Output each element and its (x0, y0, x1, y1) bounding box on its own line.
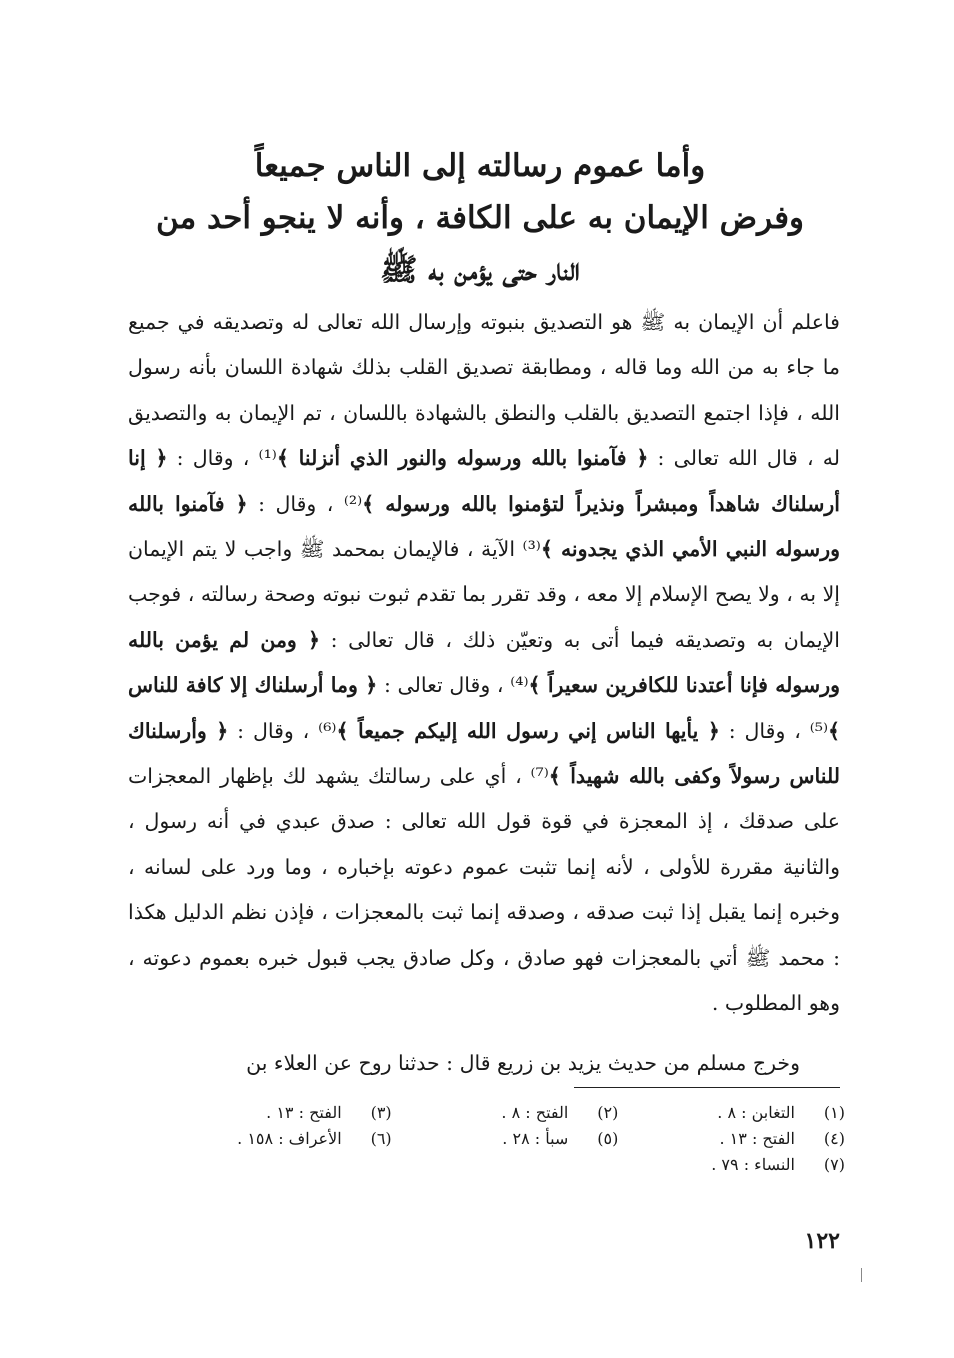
footnote-text: النساء : ٧٩ . (711, 1155, 795, 1174)
footnote-text: سبأ : ٢٨ . (502, 1129, 569, 1148)
footnote-number: (٦) (370, 1129, 392, 1148)
paragraph-1 (128, 300, 840, 1027)
footnote-3 (165, 1100, 392, 1126)
text-run: ⁽²⁾ ، وقال : (247, 491, 363, 516)
footnote-row (165, 1100, 845, 1126)
text-run: ⁽¹⁾ ، وقال : (167, 446, 277, 471)
margin-mark (861, 1268, 862, 1282)
heading-line-2: وفرض الإيمان به على الكافة ، وأنه لا ينجو أحد من (155, 200, 805, 236)
text-run: ⁽⁵⁾ ، وقال : (719, 718, 829, 743)
footnote-1 (618, 1100, 845, 1126)
text-run: فاعلم أن الإيمان به ﷺ هو التصديق بنبوته وإرسال الله تعالى له وتصديقه في جميع ما جاء به من الله وما قاله ، ومطابقة تصديق القلب بذلك شهادة اللسان بأنه رسول الله ، فإذا اجتمع التصديق بالقلب والنطق بالشهادة باللسان ، تم الإيمان به والتصديق له ، قال الله تعالى : (128, 310, 841, 471)
footnote-number: (٣) (370, 1103, 392, 1122)
footnote-divider (574, 1087, 840, 1088)
footnote-4 (618, 1126, 845, 1152)
quran-quote: ﴿ وأرسلناك للناس رسولاً وكفى بالله شهيداً ﴾ (128, 718, 840, 789)
footnote-number: (٢) (597, 1103, 619, 1122)
text-run: ⁽⁷⁾ ، أي على رسالتك يشهد لك بإظهار المعجزات على صدقك ، إذ المعجزة في قوة قول الله تعالى : صدق عبدي في أنه رسول ، والثانية مقررة للأولى ، لأنه إنما تثبت عموم دعوته بإخباره ، وما ورد على لسانه ، وخبره إنما يقبل إذا ثبت صدقه ، وصدقه إنما ثبت بالمعجزات ، فإذن نظم الدليل هكذا : محمد ﷺ أتي بالمعجزات فهو صادق ، وكل صادق يجب قبول خبره بعموم دعوته ، وهو المطلوب . (128, 764, 840, 1016)
footnote-row (165, 1126, 845, 1152)
heading-line-1: وأما عموم رسالته إلى الناس جميعاً (254, 148, 706, 184)
footnote-number: (٥) (597, 1129, 619, 1148)
text-run: ⁽⁴⁾ ، وقال تعالى : (377, 673, 529, 698)
footnote-text: الفتح : ١٣ . (719, 1129, 795, 1148)
text-run: ⁽⁶⁾ ، وقال : (228, 718, 337, 743)
footnote-text: الأعراف : ١٥٨ . (237, 1129, 342, 1148)
heading-line-3: النار حتى يؤمن به ﷺ (380, 252, 580, 288)
quran-quote: ﴿ فآمنوا بالله ورسوله النبي الأمي الذي يجدونه ﴾ (128, 491, 840, 562)
text-run: ⁽³⁾ الآية ، فالإيمان بمحمد ﷺ واجب لا يتم الإيمان إلا به ، ولا يصح الإسلام إلا معه ، وقد تقرر بما تقدم ثبوت نبوته وصحة رسالته ، فوجب الإيمان به وتصديقه فيما أتى به وتعيّن ذلك ، قال تعالى : (128, 537, 840, 652)
footnote-5 (392, 1126, 619, 1152)
footnote-number: (٧) (823, 1155, 845, 1174)
footnote-number: (١) (823, 1103, 845, 1122)
quran-quote: ﴿ ومن لم يؤمن بالله ورسوله فإنا أعتدنا للكافرين سعيراً ﴾ (128, 627, 840, 698)
quran-quote: ﴿ إنا أرسلناك شاهداً ومبشراً ونذيراً لتؤمنوا بالله ورسوله ﴾ (128, 446, 840, 516)
paragraph-2: وخرج مسلم من حديث يزيد بن زريع قال : حدثنا روح عن العلاء بن (246, 1050, 800, 1075)
footnote-2 (392, 1100, 619, 1126)
footnote-row (165, 1152, 845, 1178)
footnote-number: (٤) (823, 1129, 845, 1148)
quran-quote: ﴿ يأيها الناس إني رسول الله إليكم جميعاً ﴾ (336, 718, 720, 743)
quran-quote: ﴿ فآمنوا بالله ورسوله والنور الذي أنزلنا ﴾ (276, 446, 649, 471)
page-number: ١٢٢ (804, 1228, 840, 1254)
quran-quote: ﴿ وما أرسلناك إلا كافة للناس ﴾ (128, 673, 841, 743)
chapter-heading (150, 140, 810, 296)
footnote-text: التغابن : ٨ . (717, 1103, 795, 1122)
footnote-7 (575, 1152, 845, 1178)
main-text (128, 300, 840, 1086)
footnotes (165, 1100, 845, 1178)
footnote-text: الفتح : ٨ . (501, 1103, 569, 1122)
footnote-6 (165, 1126, 392, 1152)
footnote-text: الفتح : ١٣ . (266, 1103, 342, 1122)
